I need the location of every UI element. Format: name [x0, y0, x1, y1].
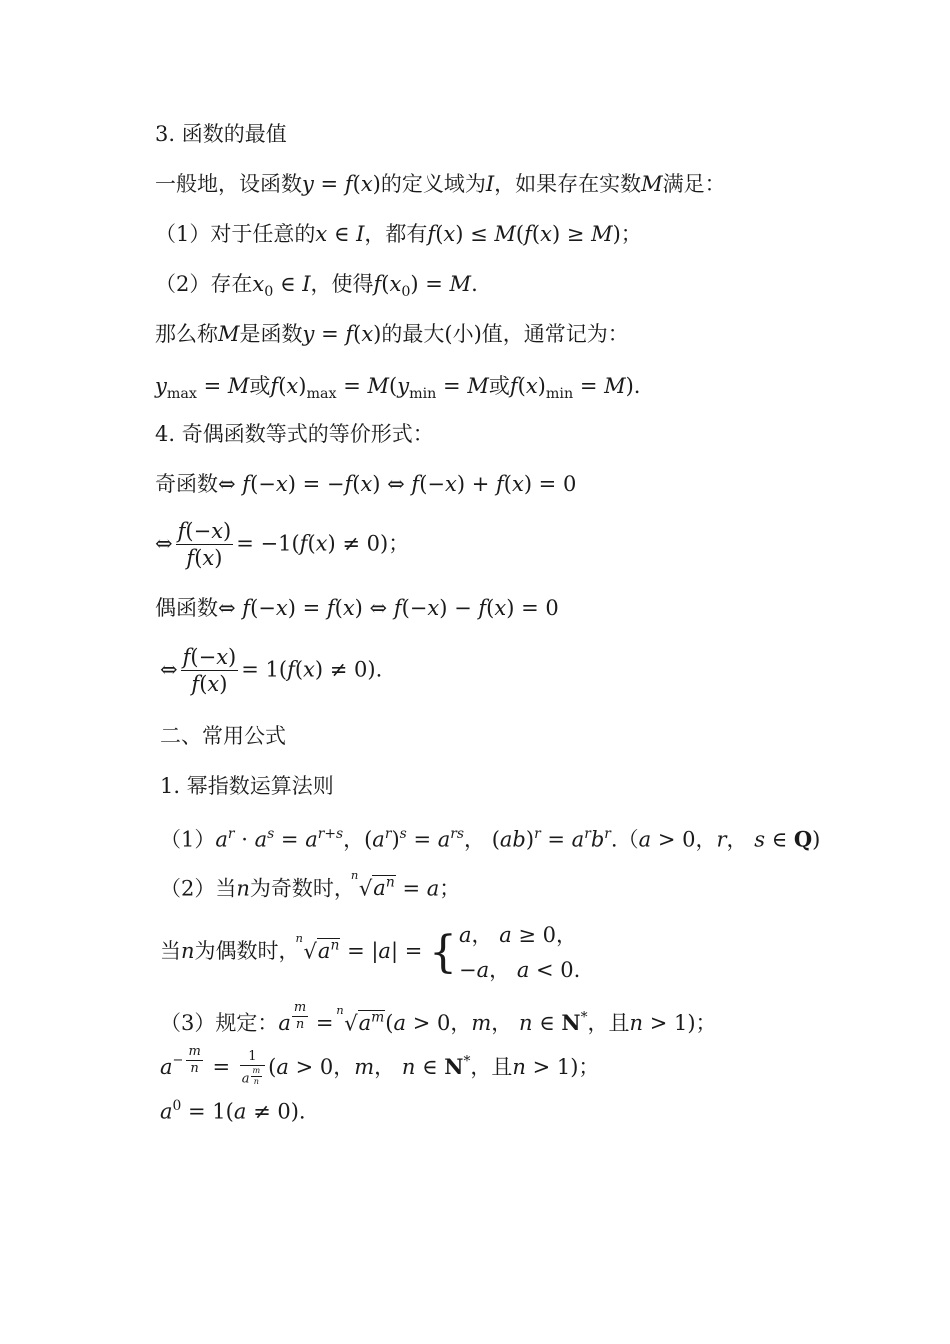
zero-exponent-rule: $a^0 = 1(a \ne 0)$.: [160, 1098, 306, 1124]
section4-heading: 4. 奇偶函数等式的等价形式：: [155, 422, 434, 446]
odd-function-equation: 奇函数⇔ f(−x) = −f(x) ⇔ f(−x) + f(x) = 0: [155, 472, 577, 496]
part2-heading: 二、常用公式: [160, 724, 286, 748]
section3-condition-1: （1）对于任意的x ∈ I，都有f(x) ≤ M(f(x) ≥ M)；: [155, 222, 642, 246]
even-function-ratio: ⇔ $\frac{f(-x)}{f(x)}$ = 1(f(x) ≠ 0).: [160, 645, 383, 697]
power-rule-2-even: 当n为偶数时， n $√a^n = |a|$ = { a， a ≥ 0， −a， a < 0.: [160, 923, 581, 982]
section3-heading: 3. 函数的最值: [155, 122, 287, 146]
power-rule-1: $(1)a^r \cdot a^s = a^{r+s}$，$(a^r)^s = a^{rs}$， $(ab)^r = a^rb^r.(a > 0$，r， s ∈ Q): [160, 826, 821, 852]
odd-function-ratio: ⇔ $\frac{f(-x)}{f(x)}$ = −1(f(x) ≠ 0)；: [155, 519, 410, 571]
section3-conclusion: 那么称M是函数y = f(x)的最大(小)值，通常记为：: [155, 322, 629, 346]
powers-heading: 1. 幂指数运算法则: [160, 774, 334, 798]
power-rule-2-odd: （2）当n为奇数时， n $√a^n = a$；: [160, 868, 461, 901]
even-function-equation: 偶函数⇔ f(−x) = f(x) ⇔ f(−x) − f(x) = 0: [155, 596, 559, 620]
section3-condition-2: （2）存在$x_0$ ∈ I，使得$f(x_0) = M$.: [155, 272, 478, 300]
power-rule-3: （3）规定：a $^{\frac{m}{n}}$ = n $√a^m(a > 0$，m， n ∈ N*，且n > 1)；: [160, 1000, 717, 1036]
negative-exponent-rule: $a^{- \frac{m}{n}}$ = 1 a $^{\frac{m}{n}}$ (a > 0，m， n ∈ N*，且n > 1)；: [160, 1044, 600, 1087]
max-min-notation: $y_{max} = M$或$f(x)_{max} = M(y_{min} = M$或$f(x)_{min} = M$).: [155, 374, 641, 402]
section3-intro: 一般地，设函数y = f(x)的定义域为I，如果存在实数M满足：: [155, 172, 726, 196]
